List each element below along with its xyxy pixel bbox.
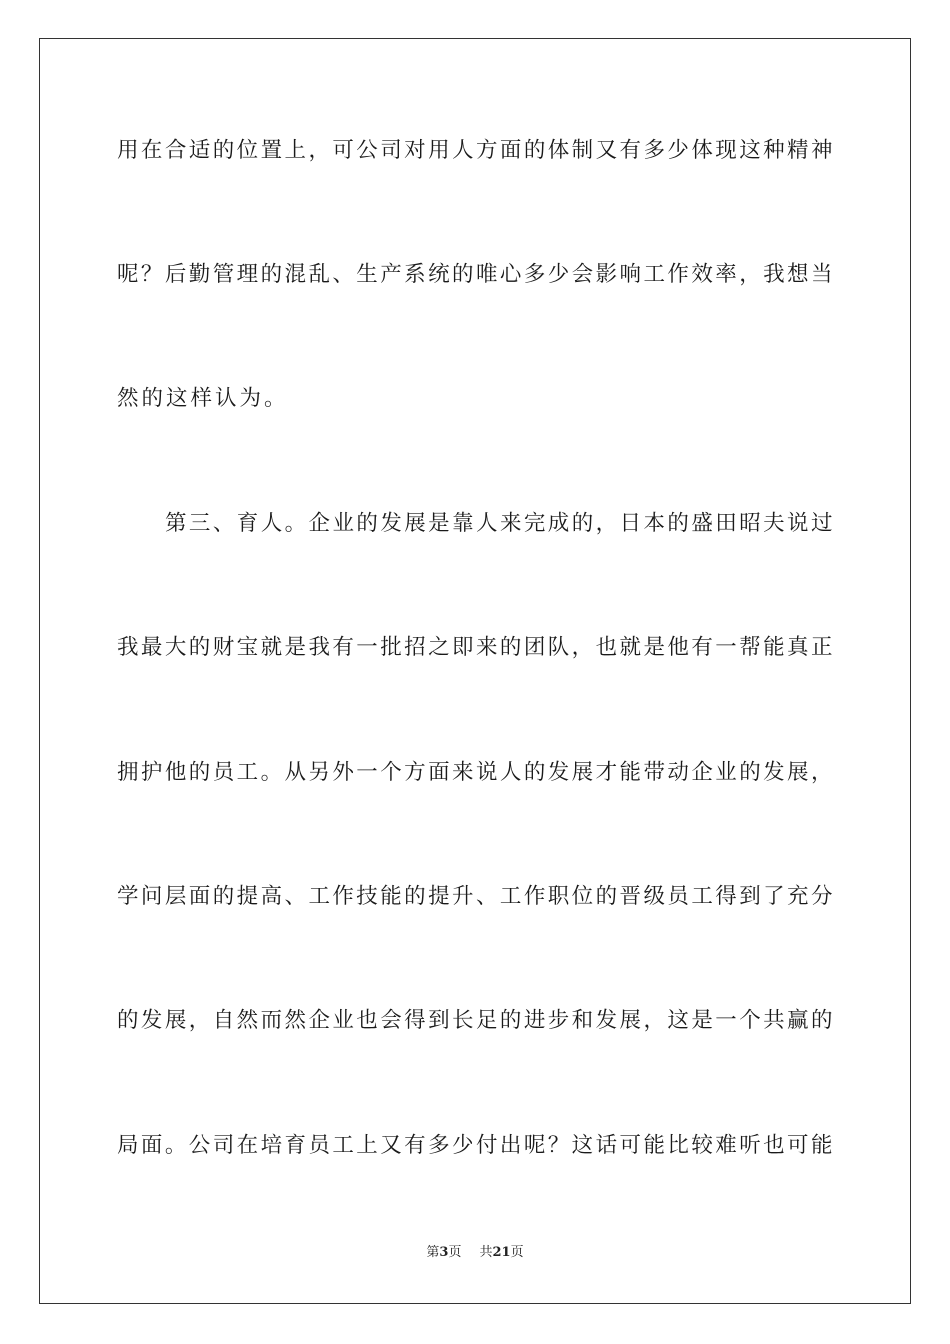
text-line-2: 呢？后勤管理的混乱、生产系统的唯心多少会影响工作效率，我想当 — [117, 262, 833, 287]
text-line-7: 学问层面的提高、工作技能的提升、工作职位的晋级员工得到了充分 — [117, 884, 833, 909]
text-line-9: 局面。公司在培育员工上又有多少付出呢？这话可能比较难听也可能 — [117, 1133, 833, 1158]
text-line-6: 拥护他的员工。从另外一个方面来说人的发展才能带动企业的发展， — [117, 760, 833, 785]
total-pages: 21 — [492, 1245, 511, 1260]
page-prefix: 第 — [426, 1245, 440, 1260]
text-line-1: 用在合适的位置上，可公司对用人方面的体制又有多少体现这种精神 — [117, 138, 833, 163]
text-line-3: 然的这样认为。 — [117, 386, 289, 411]
total-suffix: 页 — [510, 1245, 524, 1260]
page-suffix: 页 — [448, 1245, 462, 1260]
page-footer — [0, 1244, 950, 1262]
text-line-4: 第三、育人。企业的发展是靠人来完成的，日本的盛田昭夫说过 — [165, 511, 833, 536]
page-number: 3 — [439, 1245, 449, 1260]
text-line-5: 我最大的财宝就是我有一批招之即来的团队，也就是他有一帮能真正 — [117, 635, 833, 660]
total-prefix: 共 — [479, 1245, 493, 1260]
page-border — [39, 38, 911, 1304]
text-line-8: 的发展，自然而然企业也会得到长足的进步和发展，这是一个共赢的 — [117, 1008, 833, 1033]
